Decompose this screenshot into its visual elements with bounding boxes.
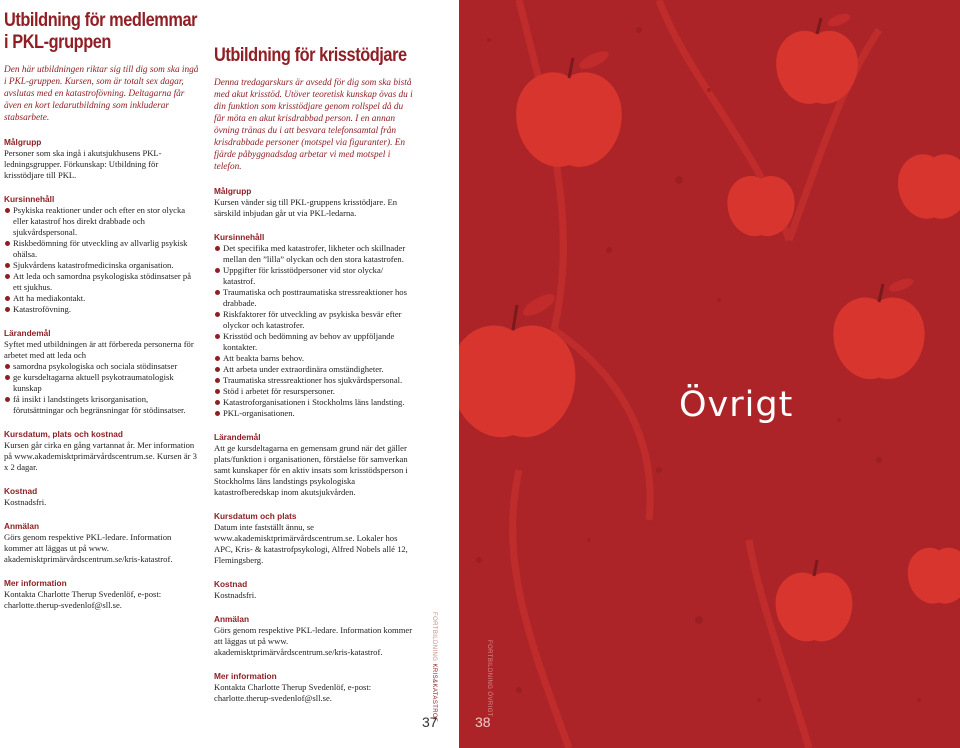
left-title-line2: i PKL-gruppen — [4, 32, 111, 53]
list-item: Det specifika med katastrofer, likheter och skillnader mellan den ”lilla” olyckan och den stora katastrofen. — [214, 243, 414, 265]
middle-malgrupp-text: Kursen vänder sig till PKL-gruppens krisstödjare. En särskild inbjudan går ut via PKL-ledarna. — [214, 197, 398, 218]
left-kostnad-text: Kostnadsfri. — [4, 497, 47, 507]
apple-icon — [459, 325, 575, 437]
left-anmalan-section — [4, 521, 200, 565]
list-item: Att leda och samordna psykologiska stödinsatser på ett sjukhus. — [4, 271, 200, 293]
left-larandemal-section — [4, 328, 200, 416]
left-kursdatum-section — [4, 429, 200, 473]
left-malgrupp-section — [4, 137, 200, 181]
middle-larandemal-section — [214, 432, 414, 498]
list-item: Att beakta barns behov. — [214, 353, 414, 364]
page-number-right: 38 — [475, 714, 491, 730]
running-head-left — [431, 612, 437, 722]
list-item: Stöd i arbetet för resurspersoner. — [214, 386, 414, 397]
middle-kursdatum-text: Datum inte fastställt ännu, se www.akademisktprimärvårdscentrum.se. Lokaler hos APC, Kris- & katastrofpsykologi, Alfred Nobels allé 12, Flemingsberg. — [214, 522, 408, 565]
left-malgrupp-text: Personer som ska ingå i akutsjukhusens PKL-ledningsgrupper. Förkunskap: Utbildning för krisstödjare till PKL. — [4, 148, 162, 180]
left-column — [0, 0, 200, 611]
left-larandemal-intro: Syftet med utbildningen är att förbereda personerna för arbetet med att leda och — [4, 339, 194, 360]
list-item: PKL-organisationen. — [214, 408, 414, 419]
list-item: Traumatiska stressreaktioner hos sjukvårdspersonal. — [214, 375, 414, 386]
left-merinfo-section — [4, 578, 200, 611]
middle-merinfo-text: Kontakta Charlotte Therup Svedenlöf, e-post: charlotte.therup-svedenlof@sll.se. — [214, 682, 372, 703]
left-merinfo-label: Mer information — [4, 578, 67, 588]
middle-kursdatum-section — [214, 511, 414, 566]
apple-icon — [776, 31, 858, 104]
apple-icon — [776, 573, 853, 642]
middle-kursinnehall-section — [214, 232, 414, 419]
middle-merinfo-label: Mer information — [214, 671, 277, 681]
list-item: Riskbedömning för utveckling av allvarlig psykisk ohälsa. — [4, 238, 200, 260]
middle-merinfo-section — [214, 671, 414, 704]
list-item: Uppgifter för krisstödpersoner vid stor olycka/ katastrof. — [214, 265, 414, 287]
apple-shapes — [459, 31, 960, 641]
list-item: Sjukvårdens katastrofmedicinska organisation. — [4, 260, 200, 271]
list-item: Att arbeta under extraordinära omständigheter. — [214, 364, 414, 375]
middle-anmalan-label: Anmälan — [214, 614, 250, 624]
left-kursdatum-label: Kursdatum, plats och kostnad — [4, 429, 123, 439]
running-head-left-b: KRIS&KATASTROF — [431, 663, 437, 723]
middle-kostnad-label: Kostnad — [214, 579, 248, 589]
list-item: Riskfaktorer för utveckling av psykiska besvär efter olyckor och katastrofer. — [214, 309, 414, 331]
list-item: Psykiska reaktioner under och efter en stor olycka eller katastrof hos direkt drabbade och sjukvårdspersonal. — [4, 205, 200, 238]
apple-icon — [516, 72, 622, 166]
middle-kursinnehall-label: Kursinnehåll — [214, 232, 265, 242]
running-head-right: FORTBILDNING ÖVRIGT — [486, 640, 492, 717]
list-item: Katastroforganisationen i Stockholms läns landsting. — [214, 397, 414, 408]
list-item: Att ha mediakontakt. — [4, 293, 200, 304]
left-kursinnehall-label: Kursinnehåll — [4, 194, 55, 204]
left-kursdatum-text: Kursen går cirka en gång vartannat år. Mer information på www.akademisktprimärvårdscentrum.se. Kursen är 3 x 2 dagar. — [4, 440, 197, 472]
left-kostnad-label: Kostnad — [4, 486, 38, 496]
left-malgrupp-label: Målgrupp — [4, 137, 42, 147]
middle-anmalan-text: Görs genom respektive PKL-ledare. Information kommer att läggas ut på www. akademisktprimärvårdscentrum.se/kris-katastrof. — [214, 625, 413, 657]
middle-anmalan-section — [214, 614, 414, 658]
middle-larandemal-text: Att ge kursdeltagarna en gemensam grund när det gäller plats/funktion i organisationen, förståelse för samverkan samt kunskaper för en aktiv insats som krisstödsperson i Stockholms läns landstings psykologiska katastrofberedskap inom akutsjukvården. — [214, 443, 408, 497]
list-item: ge kursdeltagarna aktuell psykotraumatologisk kunskap — [4, 372, 200, 394]
apple-icon — [833, 297, 924, 379]
apple-icon — [908, 548, 960, 604]
list-item: Krisstöd och bedömning av behov av uppföljande kontakter. — [214, 331, 414, 353]
apple-icon — [898, 154, 960, 218]
middle-intro: Denna tredagarskurs är avsedd för dig som ska bistå med akut krisstöd. Utöver teoretisk kunskap övas du i din funktion som krisstödjare genom rollspel då du får möta en akut krisdrabbad person. I en annan övning tränas du i att besvara telefonsamtal från krisdrabbade personer (motspel via figuranter). En fjärde påbyggnadsdag arbetar vi med motspel i telefon. — [214, 78, 413, 172]
left-title — [4, 10, 204, 54]
middle-column — [214, 0, 414, 704]
left-anmalan-text: Görs genom respektive PKL-ledare. Information kommer att läggas ut på www. akademisktprimärvårdscentrum.se/kris-katastrof. — [4, 532, 173, 564]
list-item: Traumatiska och posttraumatiska stressreaktioner hos drabbade. — [214, 287, 414, 309]
section-heading-ovrigt: Övrigt — [679, 385, 794, 425]
red-cover-page — [459, 0, 960, 748]
middle-larandemal-label: Lärandemål — [214, 432, 261, 442]
left-kursinnehall-section — [4, 194, 200, 315]
left-kostnad-section — [4, 486, 200, 508]
middle-kostnad-text: Kostnadsfri. — [214, 590, 257, 600]
left-intro: Den här utbildningen riktar sig till dig som ska ingå i PKL-gruppen. Kursen, som är totalt sex dagar, avslutas med en katastrofövning. Deltagarna får även en kort ledarutbildning som inkluderar stabsarbete. — [4, 65, 199, 123]
list-item: Katastrofövning. — [4, 304, 200, 315]
apple-illustration — [459, 0, 960, 748]
left-title-line1: Utbildning för medlemmar — [4, 10, 198, 31]
apple-icon — [727, 176, 794, 236]
middle-kostnad-section — [214, 579, 414, 601]
middle-kursdatum-label: Kursdatum och plats — [214, 511, 297, 521]
left-larandemal-label: Lärandemål — [4, 328, 51, 338]
middle-malgrupp-section — [214, 186, 414, 219]
middle-malgrupp-label: Målgrupp — [214, 186, 252, 196]
list-item: samordna psykologiska och sociala stödinsatser — [4, 361, 200, 372]
list-item: få insikt i landstingets krisorganisation, förutsättningar och begränsningar för stödinsatser. — [4, 394, 200, 416]
middle-title: Utbildning för krisstödjare — [214, 45, 407, 66]
left-anmalan-label: Anmälan — [4, 521, 40, 531]
running-head-left-a: FORTBILDNING — [431, 612, 437, 664]
page-number-left: 37 — [422, 714, 438, 730]
left-merinfo-text: Kontakta Charlotte Therup Svedenlöf, e-post: charlotte.therup-svedenlof@sll.se. — [4, 589, 162, 610]
